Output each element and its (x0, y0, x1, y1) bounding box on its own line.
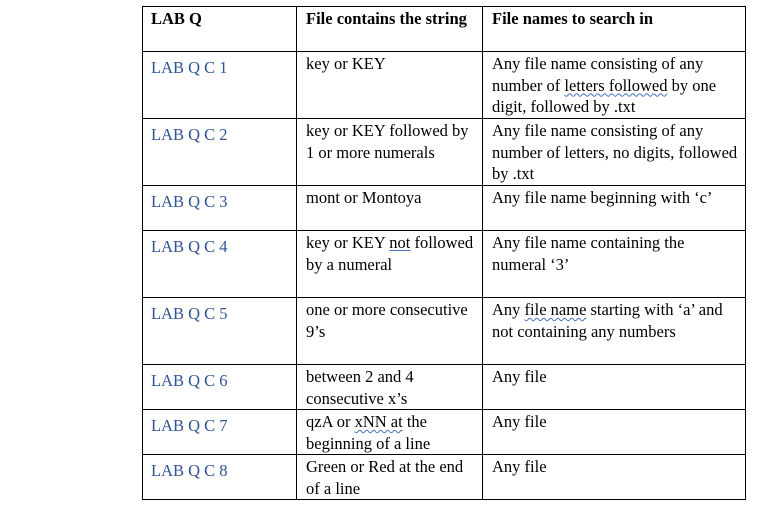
files-cell: Any file (483, 455, 746, 500)
table-row (143, 365, 746, 410)
header-lab-q: LAB Q (143, 7, 297, 52)
contains-text-start: qzA or (306, 412, 355, 431)
header-file-contains: File contains the string (297, 7, 483, 52)
files-text-start: Any (492, 300, 525, 319)
grammar-underlined-text: not (389, 233, 411, 252)
files-cell: Any file (483, 365, 746, 410)
table-row (143, 119, 746, 186)
lab-q-cell: LAB Q C 1 (143, 52, 297, 119)
contains-text-end: followed by a numeral (306, 233, 474, 274)
files-cell: Any file name containing the numeral ‘3’ (483, 231, 746, 298)
contains-cell (297, 410, 483, 455)
lab-q-cell: LAB Q C 4 (143, 231, 297, 298)
lab-q-cell: LAB Q C 2 (143, 119, 297, 186)
contains-cell (297, 231, 483, 298)
files-cell (483, 298, 746, 365)
contains-cell: mont or Montoya (297, 186, 483, 231)
contains-text-start: key or KEY (306, 233, 390, 252)
table-row (143, 52, 746, 119)
files-cell (483, 52, 746, 119)
spellcheck-underlined-text: file name (524, 300, 587, 319)
files-cell: Any file name consisting of any number of letters, no digits, followed by .txt (483, 119, 746, 186)
table-row (143, 186, 746, 231)
table-row (143, 231, 746, 298)
lab-q-cell: LAB Q C 7 (143, 410, 297, 455)
table-row (143, 410, 746, 455)
contains-cell: key or KEY (297, 52, 483, 119)
contains-text-end: the beginning of a line (306, 412, 431, 453)
header-file-names: File names to search in (483, 7, 746, 52)
files-cell: Any file name beginning with ‘c’ (483, 186, 746, 231)
spellcheck-underlined-text: letters followed (564, 75, 668, 95)
contains-cell: Green or Red at the end of a line (297, 455, 483, 500)
table-row (143, 298, 746, 365)
lab-q-cell: LAB Q C 3 (143, 186, 297, 231)
table-row (143, 455, 746, 500)
lab-q-cell: LAB Q C 5 (143, 298, 297, 365)
spellcheck-underlined-text: xNN at (354, 412, 403, 431)
lab-q-table (142, 6, 746, 500)
files-cell: Any file (483, 410, 746, 455)
contains-cell: key or KEY followed by 1 or more numerals (297, 119, 483, 186)
files-text-end: by one digit, followed by .txt (492, 75, 717, 116)
lab-q-cell: LAB Q C 6 (143, 365, 297, 410)
files-text-end: starting with ‘a’ and not containing any numbers (492, 300, 723, 341)
files-text-start: Any file name consisting of any number of (492, 54, 704, 95)
header-row (143, 7, 746, 52)
contains-cell: between 2 and 4 consecutive x’s (297, 365, 483, 410)
contains-cell: one or more consecutive 9’s (297, 298, 483, 365)
lab-q-cell: LAB Q C 8 (143, 455, 297, 500)
